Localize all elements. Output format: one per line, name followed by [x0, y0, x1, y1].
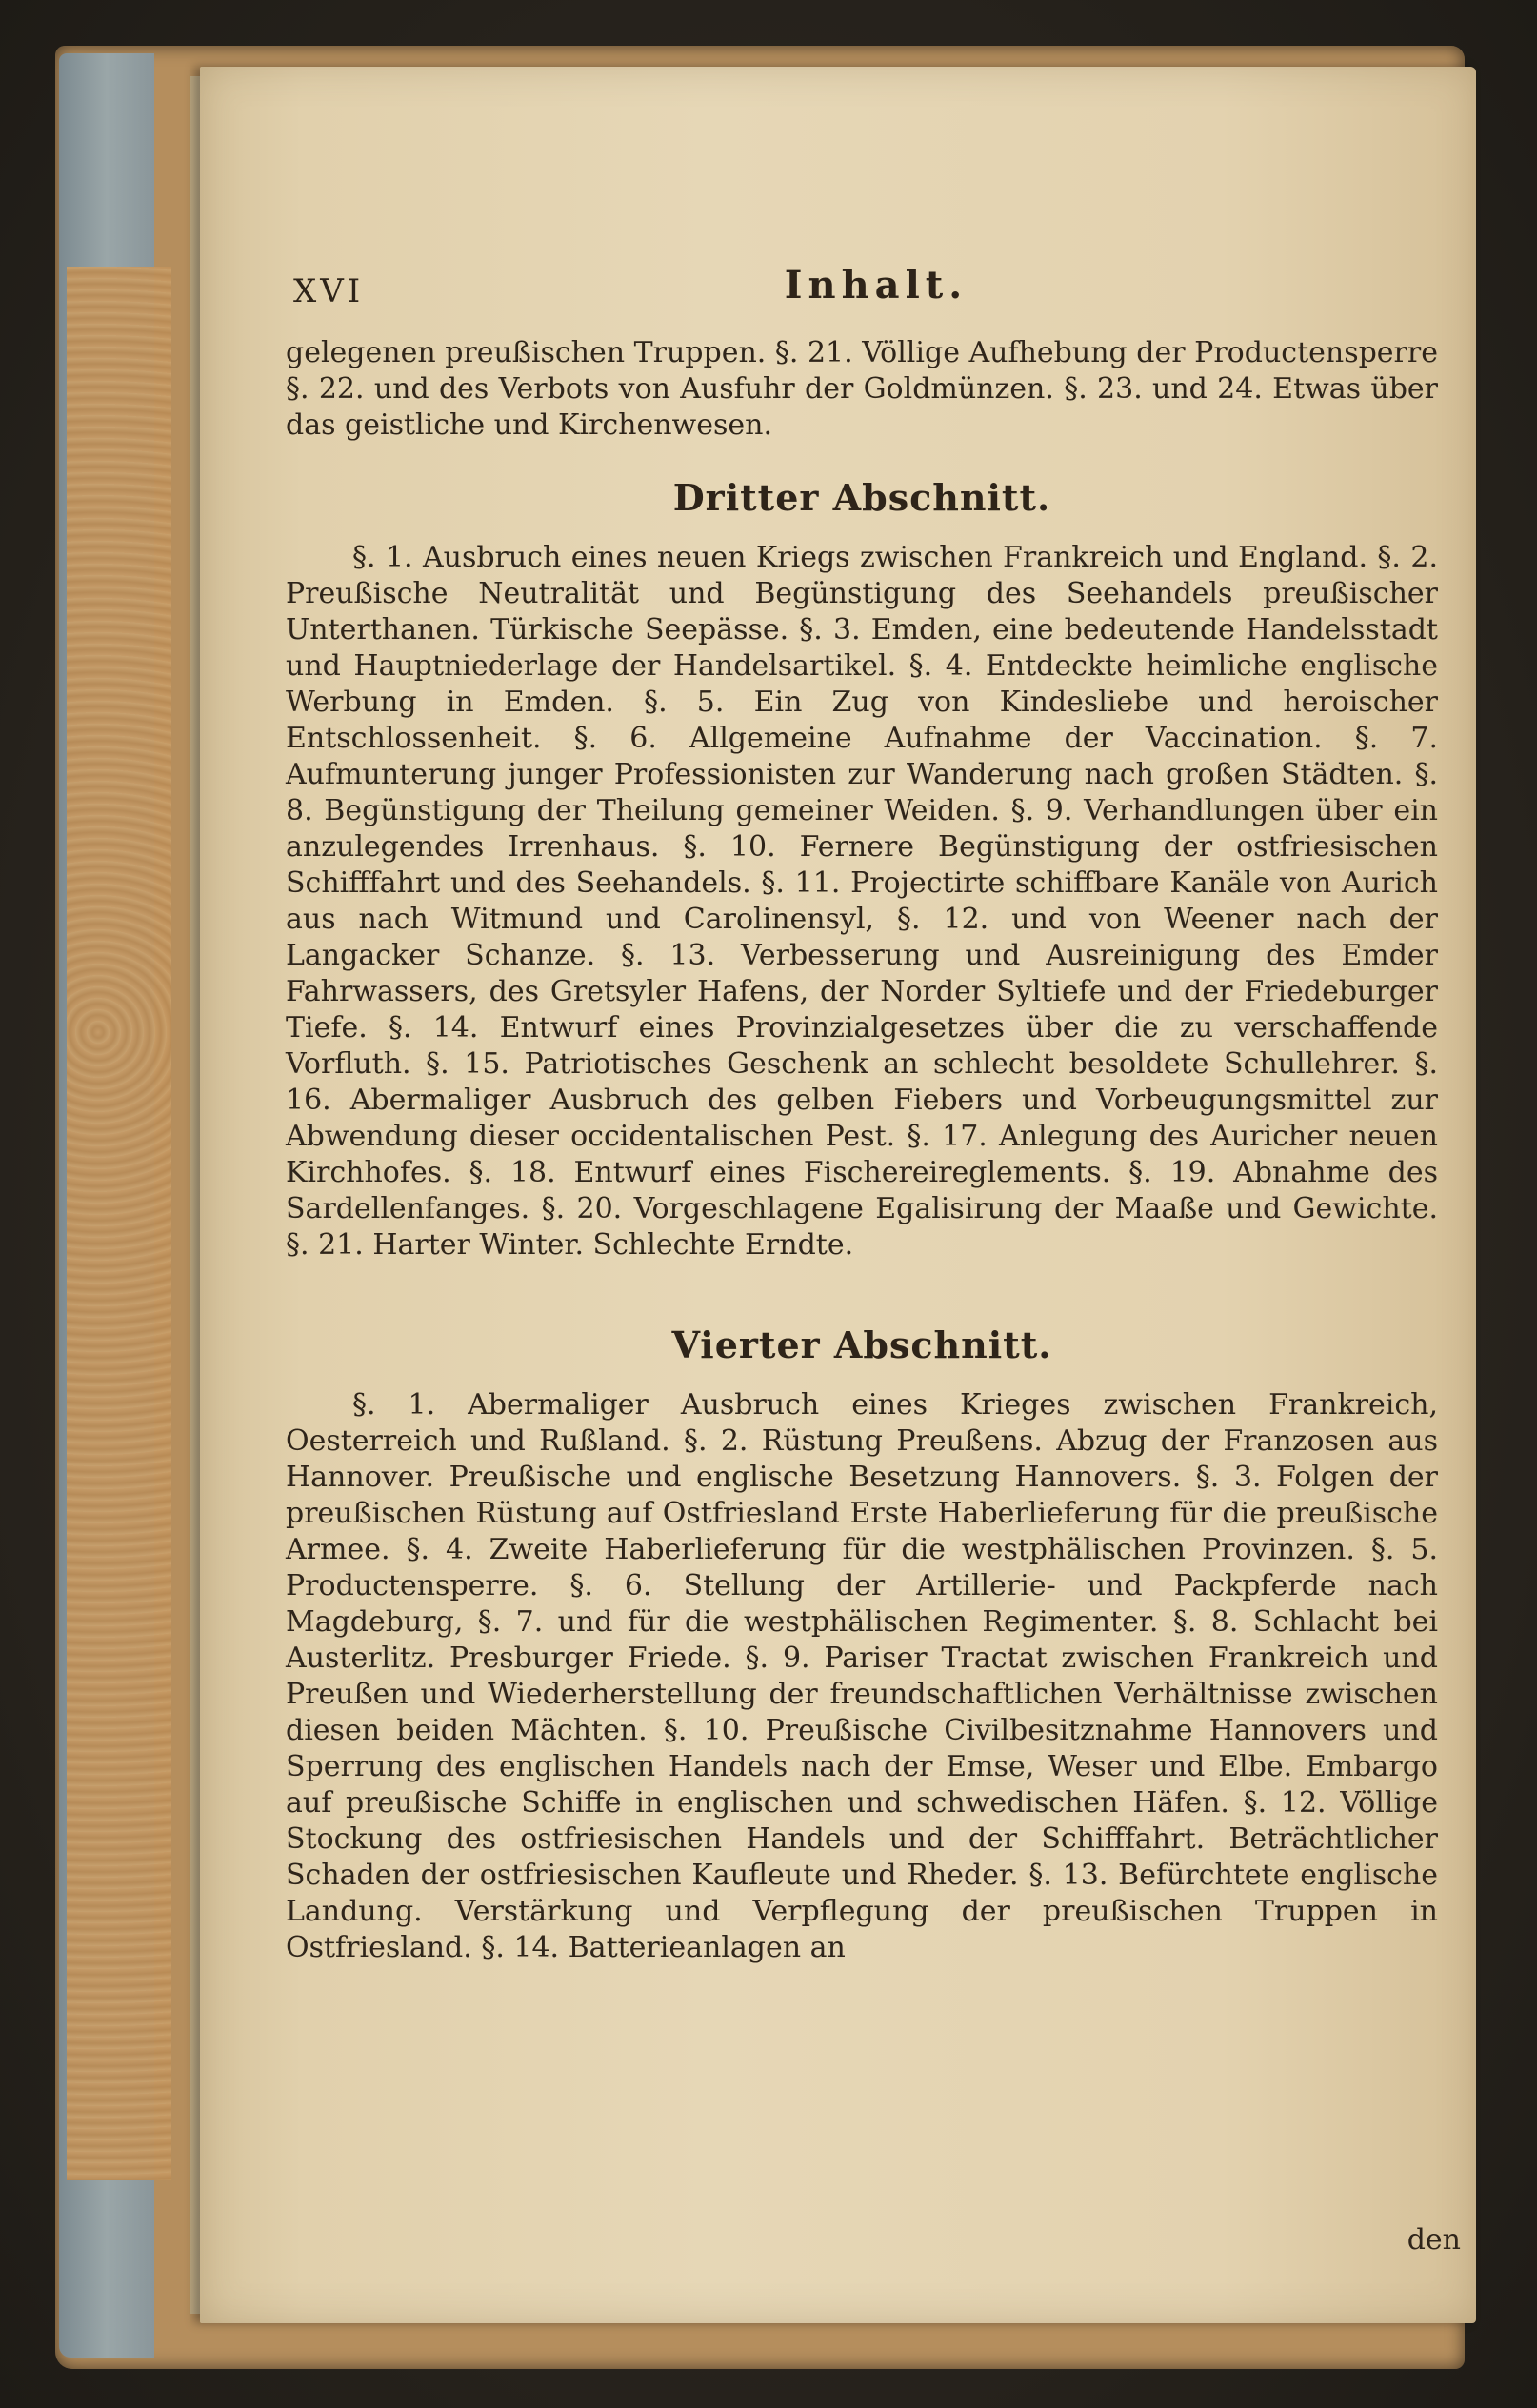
section-4-heading: Vierter Abschnitt. — [671, 1323, 1052, 1366]
section-3 — [286, 476, 1438, 1264]
section-4 — [286, 1323, 1438, 1966]
section-3-heading: Dritter Abschnitt. — [672, 476, 1051, 519]
section-3-text: §. 1. Ausbruch eines neuen Kriegs zwischen Frankreich und England. §. 2. Preußische Neutralität und Begünstigung des Seehandels preußischer Unterthanen. Türkische Seepässe. §. 3. Emden, eine bedeutende Handelsstadt und Hauptniederlage der Handelsartikel. §. 4. Entdeckte heimliche englische Werbung in Emden. §. 5. Ein Zug von Kindesliebe und heroischer Entschlossenheit. §. 6. Allgemeine Aufnahme der Vaccination. §. 7. Aufmunterung junger Professionisten zur Wanderung nach großen Städten. §. 8. Begünstigung der Theilung gemeiner Weiden. §. 9. Verhandlungen über ein anzulegendes Irrenhaus. §. 10. Fernere Begünstigung der ostfriesischen Schifffahrt und des Seehandels. §. 11. Projectirte schiffbare Kanäle von Aurich aus nach Witmund und Carolinensyl, §. 12. und von Weener nach der Langacker Schanze. §. 13. Verbesserung und Ausreinigung des Emder Fahrwassers, des Gretsyler Hafens, der Norder Syltiefe und der Friedeburger Tiefe. §. 14. Entwurf eines Provinzialgesetzes über die zu verschaffende Vorfluth. §. 15. Patriotisches Geschenk an schlecht besoldete Schullehrer. §. 16. Abermaliger Ausbruch des gelben Fiebers und Vorbeugungsmittel zur Abwendung dieser occidentalischen Pest. §. 17. Anlegung des Auricher neuen Kirchhofes. §. 18. Entwurf eines Fischereireglements. §. 19. Abnahme des Sardellenfanges. §. 20. Vorgeschlagene Egalisirung der Maaße und Gewichte. §. 21. Harter Winter. Schlechte Erndte. — [286, 541, 1438, 1262]
intro-block — [286, 335, 1438, 444]
intro-paragraph: gelegenen preußischen Truppen. §. 21. Völlige Aufhebung der Productensperre §. 22. und des Verbots von Ausfuhr der Goldmünzen. §. 23. und 24. Etwas über das geistliche und Kirchenwesen. — [286, 336, 1438, 442]
page-number: XVI — [293, 272, 365, 310]
running-head — [286, 259, 1467, 316]
running-head-title: Inhalt. — [784, 263, 968, 308]
foxed-paste-down — [67, 267, 171, 2180]
section-4-text: §. 1. Abermaliger Ausbruch eines Krieges zwischen Frankreich, Oesterreich und Rußland. §. 2. Rüstung Preußens. Abzug der Franzosen aus Hannover. Preußische und englische Besetzung Hannovers. §. 3. Folgen der preußischen Rüstung auf Ostfriesland Erste Haberlieferung für die preußische Armee. §. 4. Zweite Haberlieferung für die westphälischen Provinzen. §. 5. Productensperre. §. 6. Stellung der Artillerie- und Packpferde nach Magdeburg, §. 7. und für die westphälischen Regimenter. §. 8. Schlacht bei Austerlitz. Presburger Friede. §. 9. Pariser Tractat zwischen Frankreich und Preußen und Wiederherstellung der freundschaftlichen Verhältnisse zwischen diesen beiden Mächten. §. 10. Preußische Civilbesitznahme Hannovers und Sperrung des englischen Handels nach der Emse, Weser und Elbe. Embargo auf preußische Schiffe in englischen und schwedischen Häfen. §. 12. Völlige Stockung des ostfriesischen Handels und der Schifffahrt. Beträchtlicher Schaden der ostfriesischen Kaufleute und Rheder. §. 13. Befürchtete englische Landung. Verstärkung und Verpflegung der preußischen Truppen in Ostfriesland. §. 14. Batterieanlagen an — [286, 1388, 1438, 1964]
catchword: den — [1407, 2223, 1461, 2257]
